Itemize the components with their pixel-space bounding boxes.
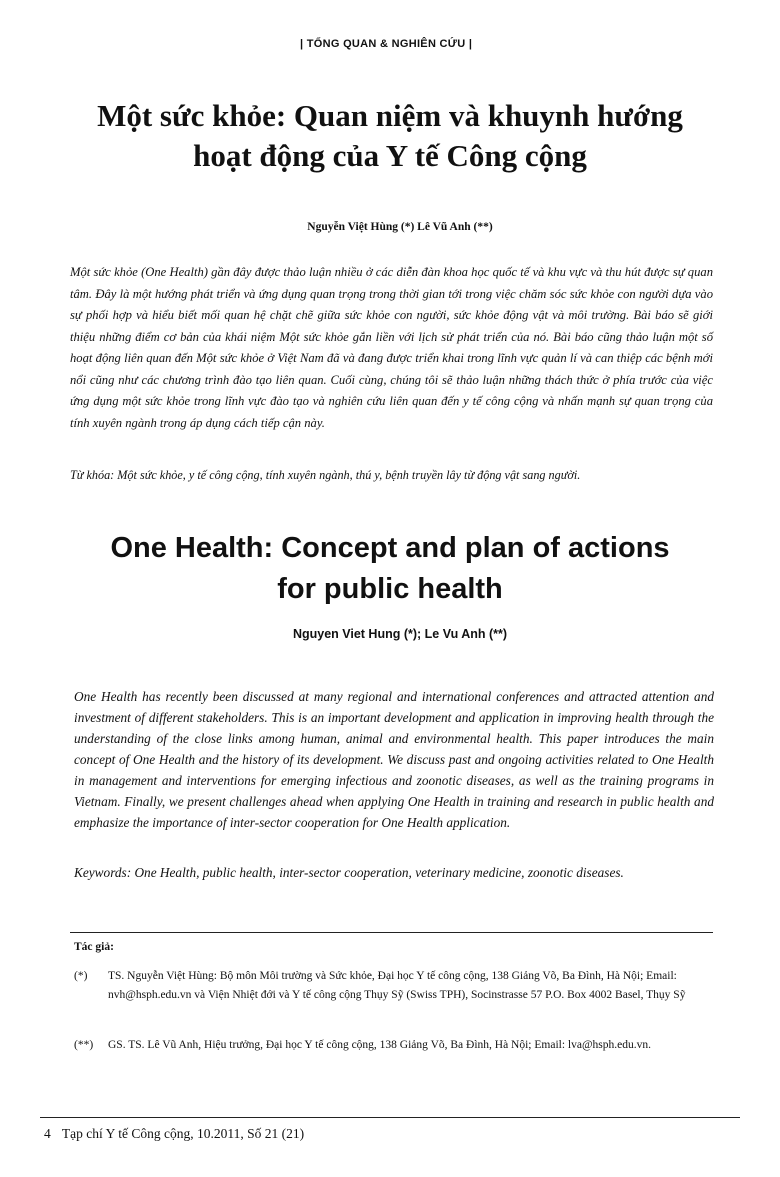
vietnamese-title bbox=[40, 96, 740, 176]
author-note-1-text: TS. Nguyễn Việt Hùng: Bộ môn Môi trường và Sức khỏe, Đại học Y tế công cộng, 138 Giảng Võ, Ba Đình, Hà Nội; Email: nvh@hsph.edu.vn và Viện Nhiệt đới và Y tế công cộng Thụy Sỹ (Swiss TPH), Socinstrasse 57 P.O. Box 4002 Basel, Thụy Sỹ bbox=[108, 970, 686, 1001]
english-title bbox=[40, 528, 740, 610]
journal-citation: Tạp chí Y tế Công cộng, 10.2011, Số 21 (21) bbox=[61, 1126, 305, 1141]
author-note-2 bbox=[74, 1036, 724, 1076]
vietnamese-title-line-1: Một sức khỏe: Quan niệm và khuynh hướng bbox=[97, 98, 683, 133]
english-title-line-1: One Health: Concept and plan of actions bbox=[110, 532, 670, 564]
vietnamese-authors: Nguyễn Việt Hùng (*) Lê Vũ Anh (**) bbox=[307, 221, 493, 233]
english-abstract: One Health has recently been discussed at many regional and international conferences and attracted attention and investment of different stakeholders. This is an important development and application in improving health through the understanding of the close links among human, animal and environmental health. This paper introduces the main concept of One Health and the history of its development. We discuss past and ongoing activities related to One Health in management and interventions for emerging infectious and zoonotic diseases, as well as the training programs in Vietnam. Finally, we present challenges ahead when applying One Health in training and research in public health and emphasize the importance of inter-sector cooperation for One Health application. bbox=[74, 689, 714, 830]
english-keywords: Keywords: One Health, public health, inter-sector cooperation, veterinary medicine, zoonotic diseases. bbox=[74, 865, 624, 880]
section-header: | TỔNG QUAN & NGHIÊN CỨU | bbox=[300, 38, 473, 50]
vietnamese-abstract: Một sức khỏe (One Health) gần đây được thảo luận nhiều ở các diễn đàn khoa học quốc tế và khu vực và thu hút được sự quan tâm. Đây là một hướng phát triển và ứng dụng quan trọng trong thời gian tới trong việc chăm sóc sức khỏe con người dựa vào sự phối hợp và hiểu biết mối quan hệ chặt chẽ giữa sức khỏe con người, sức khỏe động vật và môi trường. Bài báo sẽ giới thiệu những điểm cơ bản của khái niệm Một sức khỏe gắn liền với lịch sử phát triển của nó. Bài báo cũng thảo luận một số hoạt động liên quan đến Một sức khỏe ở Việt Nam đã và đang được triển khai trong lĩnh vực quản lí và can thiệp các bệnh mới nổi cũng như các chương trình đào tạo liên quan. Cuối cùng, chúng tôi sẽ thảo luận những thách thức ở phía trước của việc ứng dụng một sức khỏe trong lĩnh vực đào tạo và nghiên cứu liên quan đến y tế công cộng và nhấn mạnh sự quan trọng của tính xuyên ngành trong áp dụng cách tiếp cận này. bbox=[70, 265, 713, 430]
author-note-2-text: GS. TS. Lê Vũ Anh, Hiệu trưởng, Đại học Y tế công cộng, 138 Giảng Võ, Ba Đình, Hà Nội; Email: lva@hsph.edu.vn. bbox=[108, 1039, 652, 1051]
author-notes-heading: Tác giả: bbox=[74, 941, 114, 953]
vietnamese-keywords: Từ khóa: Một sức khỏe, y tế công cộng, tính xuyên ngành, thú y, bệnh truyền lây từ động vật sang người. bbox=[70, 468, 581, 482]
author-notes-divider bbox=[70, 932, 713, 933]
english-title-line-2: for public health bbox=[277, 573, 503, 605]
page-number: 4 bbox=[44, 1126, 51, 1141]
footer-divider bbox=[40, 1117, 740, 1118]
author-note-2-marker: (**) bbox=[74, 1039, 94, 1051]
vietnamese-title-line-2: hoạt động của Y tế Công cộng bbox=[193, 138, 587, 173]
page-footer bbox=[44, 1126, 304, 1142]
english-authors: Nguyen Viet Hung (*); Le Vu Anh (**) bbox=[292, 627, 508, 641]
author-note-1-marker: (*) bbox=[74, 970, 88, 982]
author-note-1 bbox=[74, 967, 724, 1027]
